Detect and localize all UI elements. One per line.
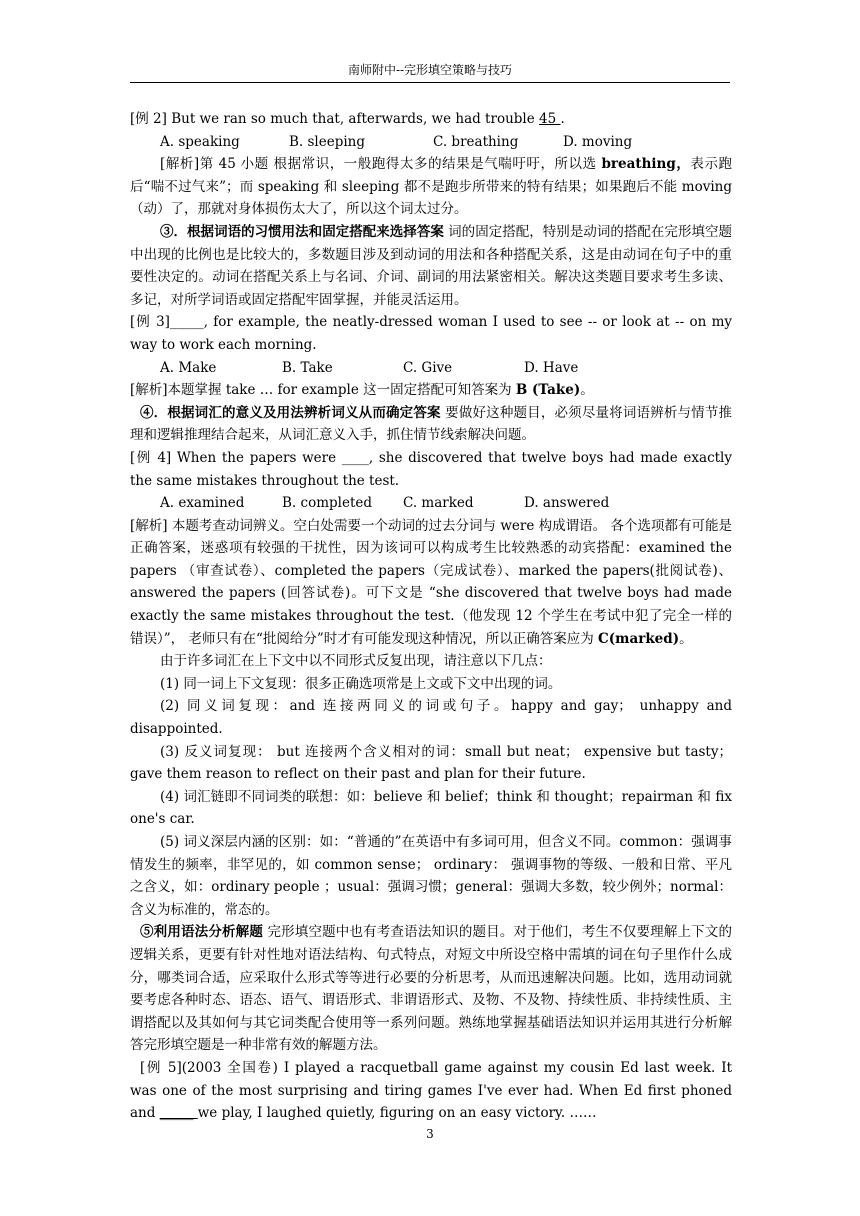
section-4-heading: ④．根据词汇的意义及用法辨析词义从而确定答案 (140, 404, 441, 421)
section-3-heading: ③．根据词语的习惯用法和固定搭配来选择答案 (160, 223, 444, 240)
answer-highlight: B (Take) (515, 382, 581, 399)
page-number: 3 (426, 1127, 434, 1141)
note-item-4: (4) 词汇链即不同词类的联想：如：believe 和 belief；think 和 thought；repairman 和 fix one's car. (130, 788, 732, 828)
note-item-2: (2) 同义词复现：and 连接两同义的词或句子。happy and gay； unhappy and disappointed. (130, 698, 732, 738)
example-4-options (130, 492, 732, 515)
option-b: B. completed (282, 495, 372, 512)
blank-ex5: _____ (159, 1105, 198, 1122)
section-5: ⑤利用语法分析解题 完形填空题中也有考查语法知识的题目。对于他们，考生不仅要理解上下文的逻辑关系，更要有针对性地对语法结构、句式特点，对短文中所设空格中需填的词在句子里作什么成分，哪类词合适，应采取什么形式等等进行必要的分析思考，从而迅速解决问题。比如，选用动词就要考虑各种时态、语态、语气、谓语形式、非谓语形式、及物、不及物、持续性质、非持续性质、主谓搭配以及其如何与其它词类配合使用等一系列问题。熟练地掌握基础语法知识并运用其进行分析解答完形填空题是一种非常有效的解题方法。 (130, 924, 733, 1054)
example-3-analysis: [解析]本题掌握 take … for example 这一固定搭配可知答案为 B (Take)。 (130, 382, 594, 399)
example-2-question: [例 2] But we ran so much that, afterwards, we had trouble 45 . (130, 111, 565, 127)
answer-highlight: breathing， (601, 156, 691, 173)
example-2-options (130, 131, 732, 154)
blank-ex4: ____ (341, 449, 369, 466)
example-4-question: [例 4] When the papers were ____, she discovered that twelve boys had made exactly the same mistakes throughout the test. (130, 449, 732, 489)
note-item-5: (5) 词义深层内涵的区别：如：“普通的”在英语中有多词可用，但含义不同。common：强调事情发生的频率，非罕见的，如 common sense； ordinary： 强调事物的等级、一般和日常、平凡之含义，如：ordinary people ；usual：强调习惯；general：强调大多数，较少例外；normal：含义为标准的，常态的。 (130, 834, 732, 918)
option-d: D. answered (524, 495, 610, 512)
option-b: B. sleeping (289, 133, 366, 150)
option-d: D. Have (524, 359, 579, 376)
option-a: A. speaking (160, 133, 240, 150)
note-item-3: (3) 反义词复现： but 连接两个含义相对的词：small but neat； expensive but tasty； gave them reason to reflect on their past and plan for their future. (130, 743, 732, 783)
option-a: A. examined (160, 495, 245, 512)
option-c: C. breathing (433, 133, 519, 150)
page-header (130, 60, 730, 83)
header-title: 南师附中--完形填空策略与技巧 (347, 63, 513, 77)
note-item-1: (1) 同一词上下文复现：很多正确选项常是上文或下文中出现的词。 (160, 675, 562, 692)
section-5-heading: ⑤利用语法分析解题 (140, 924, 264, 941)
notes-intro: 由于许多词汇在上下文中以不同形式反复出现，请注意以下几点： (160, 653, 552, 670)
blank-ex3: _____ (169, 314, 204, 331)
example-3-options (130, 357, 732, 380)
example-2-analysis: [解析]第 45 小题 根据常识，一般跑得太多的结果是气喘吁吁，所以选 breathing，表示跑后“喘不过气来”；而 speaking 和 sleeping 都不是跑步所带来的特有结果；如果跑后不能 moving（动）了，那就对身体损伤太大了，所以这个词太过分。 (130, 156, 732, 218)
answer-highlight: C(marked) (598, 630, 680, 647)
option-a: A. Make (160, 359, 217, 376)
option-b: B. Take (282, 359, 333, 376)
section-4: ④．根据词汇的意义及用法辨析词义从而确定答案 要做好这种题目，必须尽量将词语辨析与情节推理和逻辑推理结合起来，从词汇意义入手，抓住情节线索解决问题。 (130, 404, 732, 444)
example-4-analysis: [解析] 本题考查动词辨义。空白处需要一个动词的过去分词与 were 构成谓语。 各个选项都有可能是正确答案，迷惑项有较强的干扰性，因为该词可以构成考生比较熟悉的动宾搭配：examined the papers （审查试卷）、completed the papers（完成试卷）、marked the papers(批阅试卷)、answered the papers (回答试卷)。可下文是 “she discovered that twelve boys had made exactly the same mistakes throughout the test.（他发现 12 个学生在考试中犯了完全一样的错误）”， 老师只有在“批阅给分”时才有可能发现这种情况，所以正确答案应为 C(marked)。 (130, 517, 732, 647)
option-c: C. marked (403, 495, 474, 512)
blank-45: 45 (539, 111, 561, 127)
document-body (130, 108, 732, 1125)
option-c: C. Give (403, 359, 453, 376)
option-d: D. moving (563, 133, 633, 150)
section-3: ③．根据词语的习惯用法和固定搭配来选择答案 词的固定搭配，特别是动词的搭配在完形填空题中出现的比例也是比较大的，多数题目涉及到动词的用法和各种搭配关系，这是由动词在句子中的重要性决定的。动词在搭配关系上与名词、介词、副词的用法紧密相关。解决这类题目要求考生多读、多记，对所学词语或固定搭配牢固掌握，并能灵活运用。 (130, 223, 733, 308)
example-5: [例 5](2003 全国卷) I played a racquetball game against my cousin Ed last week. It was one of the most surprising and tiring games I've ever had. When Ed first phoned and _____ we play, I laughed quietly, figuring on an easy victory. …… (130, 1059, 732, 1122)
example-3-question: [例 3]_____, for example, the neatly-dressed woman I used to see -- or look at -- on my way to work each morning. (130, 314, 732, 353)
